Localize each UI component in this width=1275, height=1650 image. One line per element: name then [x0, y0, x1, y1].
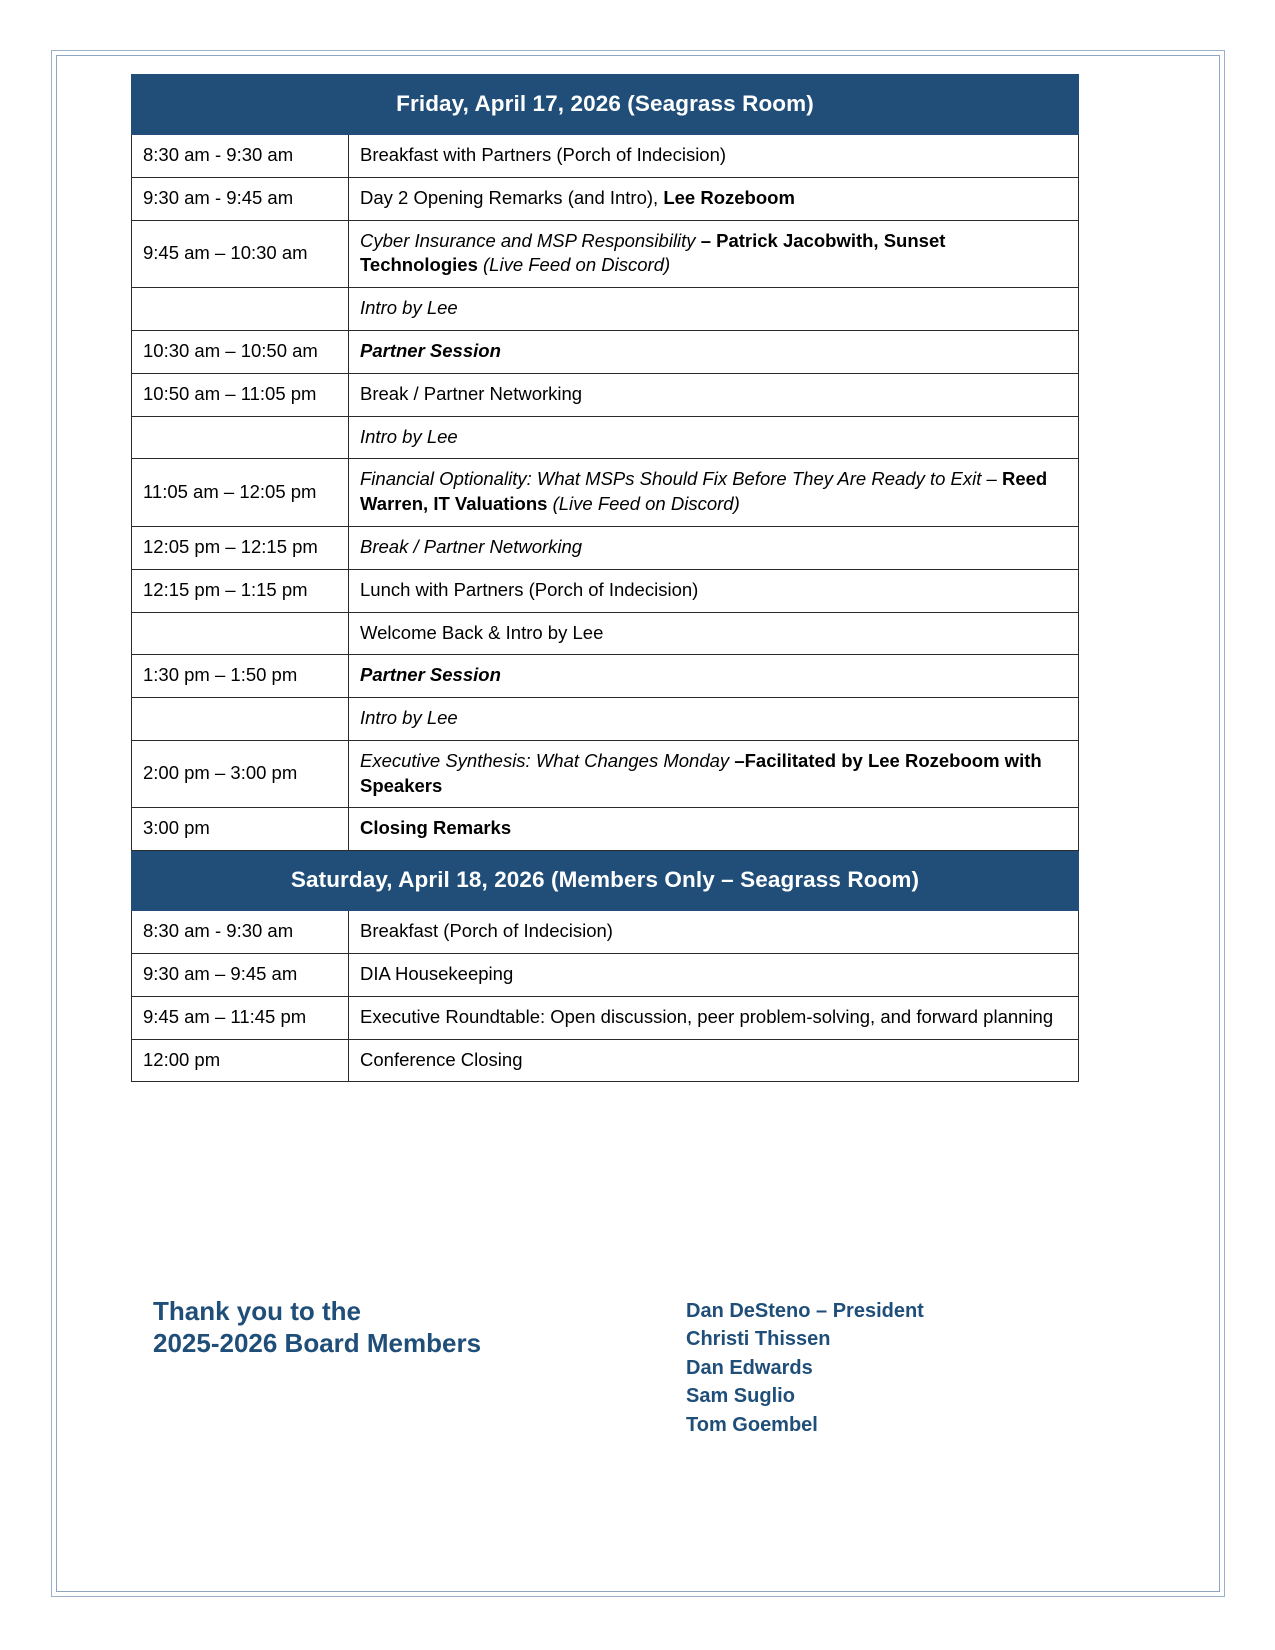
row-time: 3:00 pm [132, 808, 349, 851]
table-row [132, 612, 1079, 655]
board-member: Christi Thissen [686, 1328, 831, 1351]
thank-you-line-1: Thank you to the [153, 1296, 361, 1326]
table-row [132, 954, 1079, 997]
row-time [132, 698, 349, 741]
thank-you-line-2: 2025-2026 Board Members [153, 1328, 482, 1359]
section-header-saturday [132, 851, 1079, 911]
row-time: 8:30 am - 9:30 am [132, 135, 349, 178]
row-description: Closing Remarks [349, 808, 1079, 851]
row-description: Lunch with Partners (Porch of Indecision) [349, 569, 1079, 612]
row-time [132, 612, 349, 655]
table-row [132, 1039, 1079, 1082]
table-row [132, 911, 1079, 954]
row-time: 11:05 am – 12:05 pm [132, 459, 349, 527]
table-row [132, 288, 1079, 331]
row-description: DIA Housekeeping [349, 954, 1079, 997]
row-time [132, 416, 349, 459]
footer [131, 1295, 1078, 1439]
row-time: 9:45 am – 11:45 pm [132, 996, 349, 1039]
table-row [132, 569, 1079, 612]
section-header-label: Friday, April 17, 2026 (Seagrass Room) [132, 75, 1079, 135]
row-time: 8:30 am - 9:30 am [132, 911, 349, 954]
row-description: Break / Partner Networking [349, 373, 1079, 416]
table-row [132, 459, 1079, 527]
agenda-content [131, 74, 1078, 1082]
board-member: Dan DeSteno – President [686, 1300, 924, 1322]
table-row [132, 808, 1079, 851]
row-description: Financial Optionality: What MSPs Should Fix Before They Are Ready to Exit – Reed Warren, IT Valuations (Live Feed on Discord) [349, 459, 1079, 527]
row-time: 10:30 am – 10:50 am [132, 331, 349, 374]
row-time: 12:05 pm – 12:15 pm [132, 526, 349, 569]
row-time: 2:00 pm – 3:00 pm [132, 740, 349, 808]
board-member: Sam Suglio [686, 1385, 795, 1408]
row-description: Partner Session [349, 331, 1079, 374]
section-header-label: Saturday, April 18, 2026 (Members Only – Seagrass Room) [132, 851, 1079, 911]
row-time: 9:45 am – 10:30 am [132, 220, 349, 288]
row-description: Conference Closing [349, 1039, 1079, 1082]
row-description: Welcome Back & Intro by Lee [349, 612, 1079, 655]
row-time: 12:00 pm [132, 1039, 349, 1082]
table-row [132, 996, 1079, 1039]
row-description: Break / Partner Networking [349, 526, 1079, 569]
board-member: Dan Edwards [686, 1356, 813, 1379]
table-row [132, 331, 1079, 374]
table-row [132, 526, 1079, 569]
agenda-table [131, 74, 1079, 1082]
row-time: 9:30 am – 9:45 am [132, 954, 349, 997]
row-description: Breakfast (Porch of Indecision) [349, 911, 1079, 954]
board-members-list [686, 1295, 924, 1439]
table-row [132, 416, 1079, 459]
table-row [132, 373, 1079, 416]
row-time: 10:50 am – 11:05 pm [132, 373, 349, 416]
row-description: Cyber Insurance and MSP Responsibility – Patrick Jacobwith, Sunset Technologies (Live Feed on Discord) [349, 220, 1079, 288]
row-description: Breakfast with Partners (Porch of Indecision) [349, 135, 1079, 178]
row-time: 1:30 pm – 1:50 pm [132, 655, 349, 698]
section-header-friday [132, 75, 1079, 135]
row-description: Executive Roundtable: Open discussion, peer problem-solving, and forward planning [349, 996, 1079, 1039]
row-description: Executive Synthesis: What Changes Monday –Facilitated by Lee Rozeboom with Speakers [349, 740, 1079, 808]
row-time: 9:30 am - 9:45 am [132, 177, 349, 220]
row-description: Intro by Lee [349, 416, 1079, 459]
row-description: Intro by Lee [349, 288, 1079, 331]
table-row [132, 220, 1079, 288]
row-description: Partner Session [349, 655, 1079, 698]
row-description: Intro by Lee [349, 698, 1079, 741]
table-row [132, 135, 1079, 178]
row-description: Day 2 Opening Remarks (and Intro), Lee Rozeboom [349, 177, 1079, 220]
table-row [132, 740, 1079, 808]
table-row [132, 698, 1079, 741]
board-member: Tom Goembel [686, 1413, 818, 1436]
row-time: 12:15 pm – 1:15 pm [132, 569, 349, 612]
row-time [132, 288, 349, 331]
table-row [132, 177, 1079, 220]
thank-you-heading [131, 1295, 686, 1359]
table-row [132, 655, 1079, 698]
